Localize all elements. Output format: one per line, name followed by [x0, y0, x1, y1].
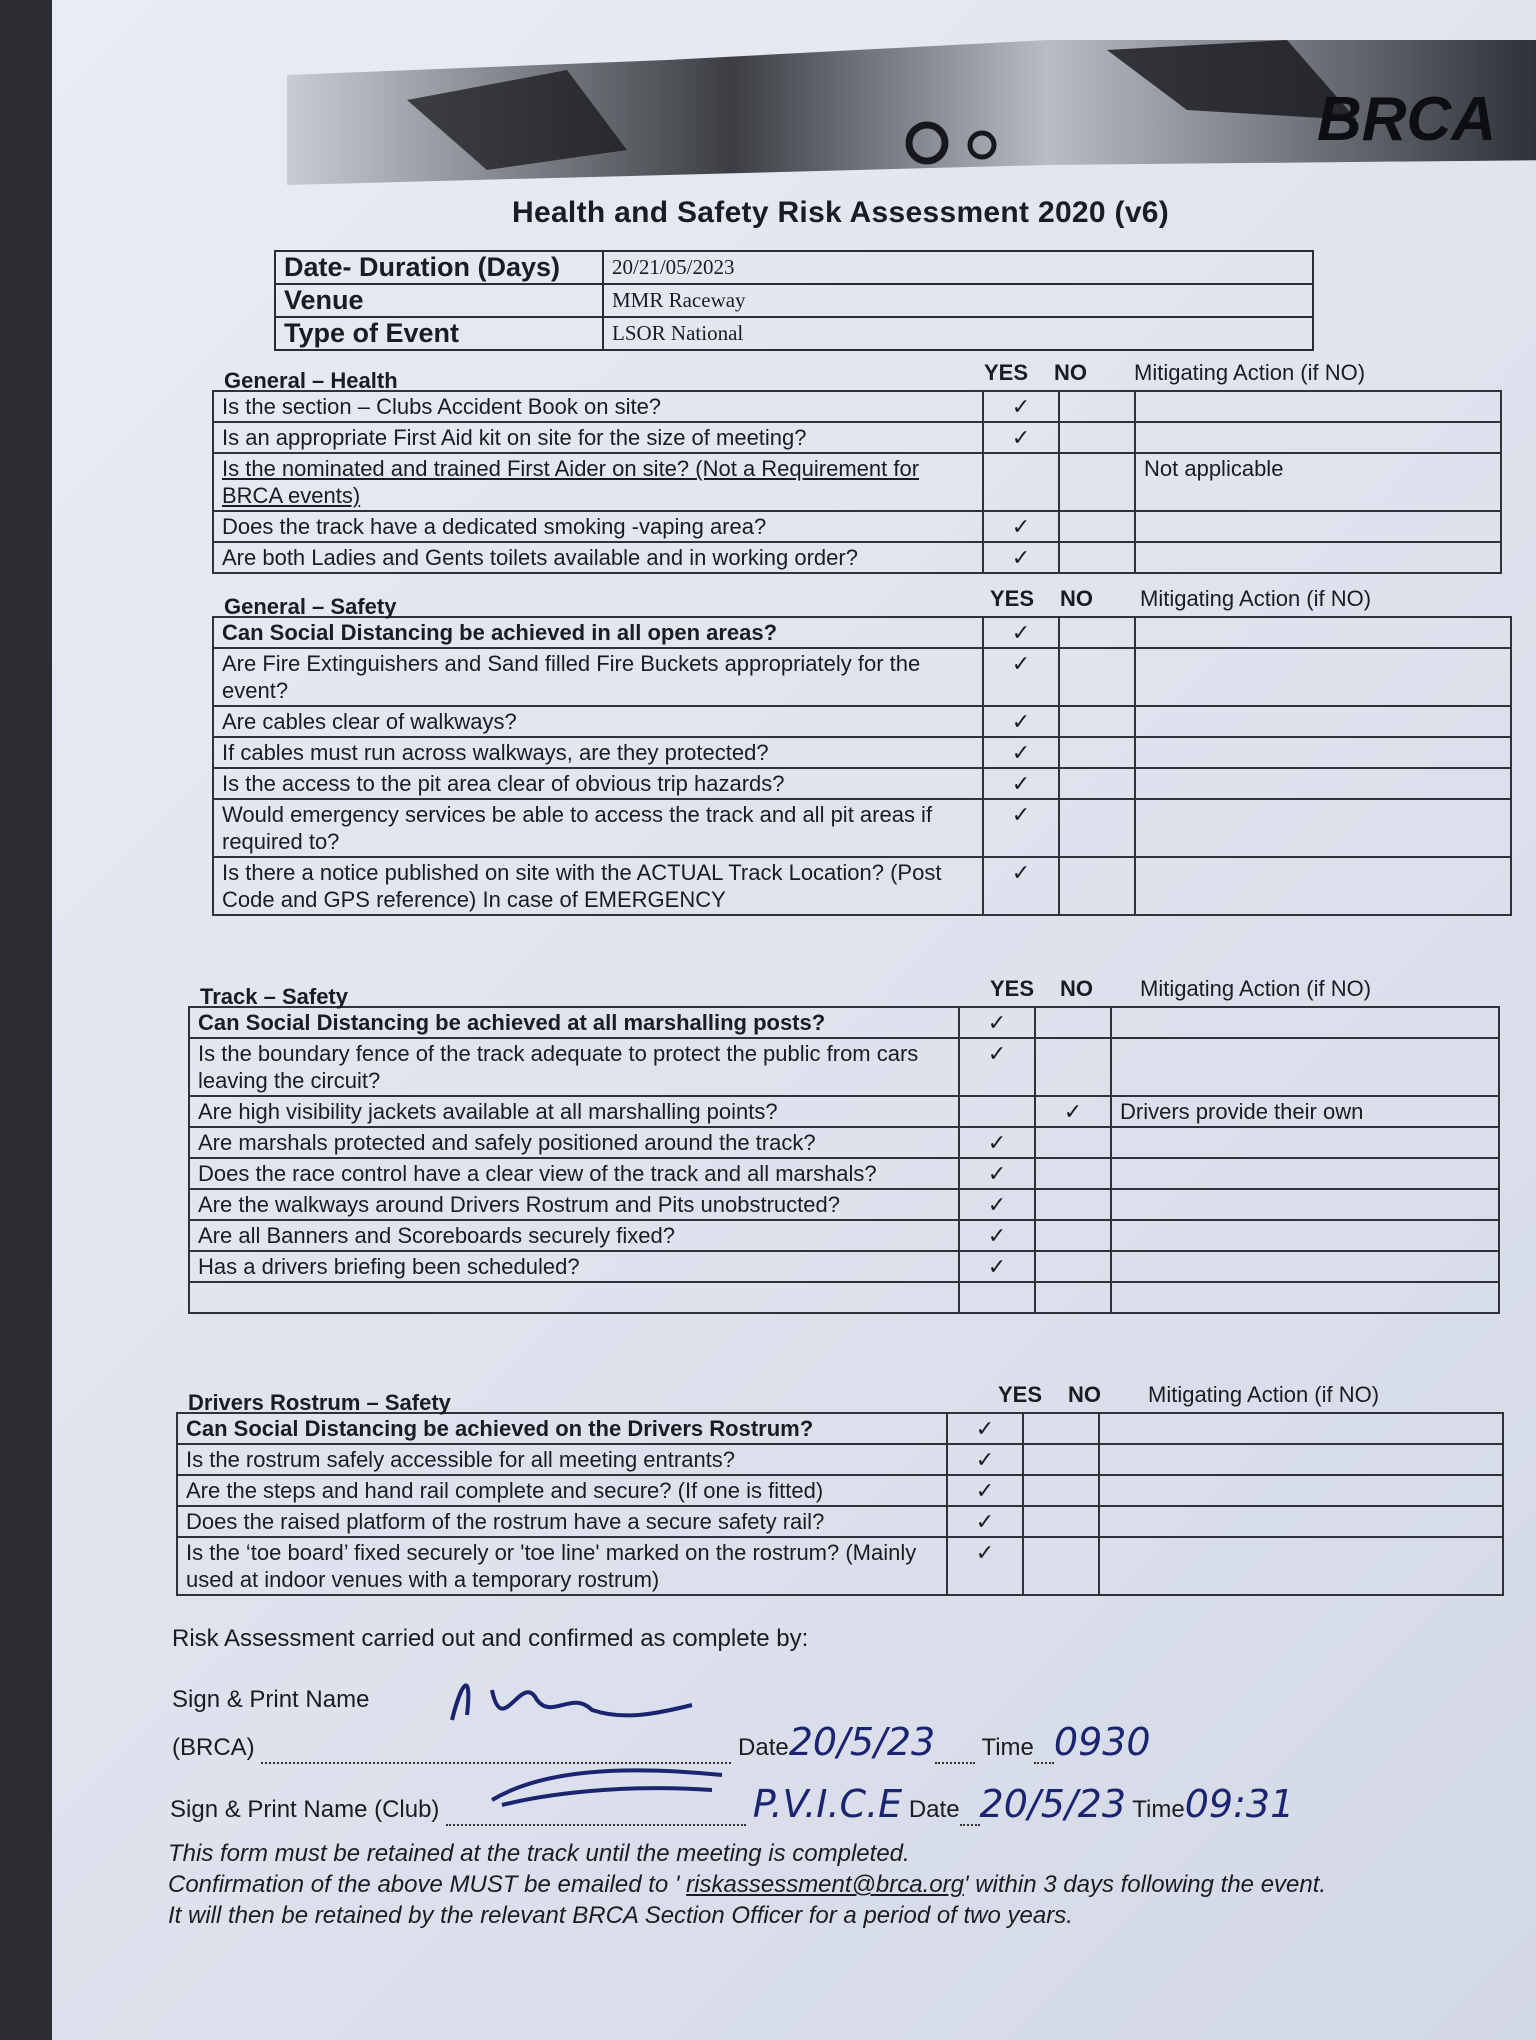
club-name-value: P.V.I.C.E — [752, 1782, 903, 1826]
event-info-row — [275, 284, 1313, 317]
table-row — [213, 857, 1511, 915]
mitigation: Drivers provide their own — [1111, 1096, 1499, 1127]
no-check — [1035, 1220, 1111, 1251]
yes-check — [959, 1096, 1035, 1127]
table-row — [213, 617, 1511, 648]
table-row — [189, 1007, 1499, 1038]
no-check — [1023, 1506, 1099, 1537]
table-row — [189, 1096, 1499, 1127]
brca-time-line[interactable] — [1034, 1762, 1054, 1764]
mitigation-column-header: Mitigating Action (if NO) — [1140, 586, 1372, 611]
email-link[interactable]: riskassessment@brca.org — [686, 1871, 964, 1898]
section-header — [188, 976, 1500, 1009]
mitigation — [1111, 1282, 1499, 1313]
table-row — [213, 648, 1511, 706]
section-table — [176, 1412, 1504, 1596]
no-check: ✓ — [1035, 1096, 1111, 1127]
note-line: This form must be retained at the track until the meeting is completed. — [168, 1840, 910, 1867]
section-header — [212, 586, 1512, 619]
mitigation — [1135, 706, 1511, 737]
no-column-header: NO — [1054, 360, 1087, 385]
question: Is the nominated and trained First Aider on site? (Not a Requirement for BRCA events) — [213, 453, 983, 511]
no-check — [1059, 617, 1135, 648]
form-title: Health and Safety Risk Assessment 2020 (v6) — [512, 196, 1170, 229]
yes-check: ✓ — [959, 1158, 1035, 1189]
section-table — [212, 616, 1512, 916]
info-label: Type of Event — [275, 317, 603, 350]
brca-signature-label: Sign & Print Name — [172, 1686, 370, 1713]
no-check — [1035, 1127, 1111, 1158]
table-row — [189, 1251, 1499, 1282]
no-check — [1059, 799, 1135, 857]
club-date-line[interactable] — [960, 1824, 980, 1826]
question: Is the ‘toe board’ fixed securely or 'toe line' marked on the rostrum? (Mainly used at indoor venues with a temporary rostrum) — [177, 1537, 947, 1595]
table-row — [177, 1413, 1503, 1444]
yes-check: ✓ — [983, 648, 1059, 706]
mitigation — [1099, 1475, 1503, 1506]
question: Are the steps and hand rail complete and secure? (If one is fitted) — [177, 1475, 947, 1506]
question: Can Social Distancing be achieved at all marshalling posts? — [189, 1007, 959, 1038]
no-check — [1023, 1444, 1099, 1475]
mitigation — [1135, 511, 1501, 542]
question: Is an appropriate First Aid kit on site for the size of meeting? — [213, 422, 983, 453]
table-row — [177, 1537, 1503, 1595]
yes-check: ✓ — [983, 511, 1059, 542]
no-column-header: NO — [1060, 586, 1093, 611]
brca-date-line[interactable] — [935, 1762, 975, 1764]
no-check — [1059, 857, 1135, 915]
info-value: MMR Raceway — [603, 284, 1313, 317]
mitigation — [1111, 1220, 1499, 1251]
question: Are marshals protected and safely positioned around the track? — [189, 1127, 959, 1158]
time-label: Time — [981, 1734, 1034, 1761]
no-check — [1059, 706, 1135, 737]
no-check — [1023, 1475, 1099, 1506]
yes-column-header: YES — [998, 1382, 1043, 1407]
yes-check: ✓ — [959, 1189, 1035, 1220]
brca-date-value: 20/5/23 — [788, 1720, 936, 1764]
yes-check: ✓ — [983, 799, 1059, 857]
mitigation — [1135, 768, 1511, 799]
yes-column-header: YES — [990, 976, 1035, 1001]
no-check — [1059, 768, 1135, 799]
table-row — [213, 391, 1501, 422]
brca-label: (BRCA) — [172, 1734, 255, 1761]
question: Does the raised platform of the rostrum have a secure safety rail? — [177, 1506, 947, 1537]
question: Is the section – Clubs Accident Book on site? — [213, 391, 983, 422]
mitigation — [1099, 1537, 1503, 1595]
note-line: It will then be retained by the relevant BRCA Section Officer for a period of two years. — [168, 1902, 1073, 1929]
yes-check: ✓ — [959, 1220, 1035, 1251]
no-check — [1059, 737, 1135, 768]
question: Are Fire Extinguishers and Sand filled Fire Buckets appropriately for the event? — [213, 648, 983, 706]
question: Are both Ladies and Gents toilets available and in working order? — [213, 542, 983, 573]
info-label: Venue — [275, 284, 603, 317]
mitigation-column-header: Mitigating Action (if NO) — [1134, 360, 1366, 385]
table-row — [189, 1158, 1499, 1189]
section-header — [176, 1382, 1504, 1415]
table-row — [213, 453, 1501, 511]
yes-check: ✓ — [959, 1007, 1035, 1038]
table-row — [213, 511, 1501, 542]
yes-check: ✓ — [983, 768, 1059, 799]
no-column-header: NO — [1060, 976, 1093, 1001]
brca-time-value: 0930 — [1053, 1720, 1151, 1764]
section-title: General – Safety — [224, 594, 397, 619]
info-label: Date- Duration (Days) — [275, 251, 603, 284]
note-line — [168, 1869, 1326, 1900]
mitigation — [1111, 1189, 1499, 1220]
yes-column-header: YES — [984, 360, 1029, 385]
mitigation-column-header: Mitigating Action (if NO) — [1148, 1382, 1380, 1407]
question: Does the track have a dedicated smoking -vaping area? — [213, 511, 983, 542]
mitigation — [1099, 1413, 1503, 1444]
club-signature — [482, 1760, 742, 1820]
mitigation — [1135, 422, 1501, 453]
yes-check: ✓ — [947, 1444, 1023, 1475]
yes-check: ✓ — [959, 1127, 1035, 1158]
yes-check: ✓ — [983, 857, 1059, 915]
no-check — [1059, 542, 1135, 573]
club-signature-line[interactable] — [446, 1824, 746, 1826]
mitigation — [1135, 617, 1511, 648]
no-check — [1035, 1189, 1111, 1220]
yes-check: ✓ — [983, 737, 1059, 768]
no-check — [1059, 422, 1135, 453]
no-check — [1023, 1537, 1099, 1595]
info-value: 20/21/05/2023 — [603, 251, 1313, 284]
yes-check: ✓ — [983, 542, 1059, 573]
yes-check — [983, 453, 1059, 511]
section-general-safety — [212, 586, 1512, 916]
retention-note — [168, 1838, 1326, 1931]
no-check — [1035, 1158, 1111, 1189]
mitigation — [1135, 857, 1511, 915]
section-table — [188, 1006, 1500, 1314]
mitigation: Not applicable — [1135, 453, 1501, 511]
mitigation — [1135, 799, 1511, 857]
question: Are all Banners and Scoreboards securely fixed? — [189, 1220, 959, 1251]
yes-column-header: YES — [990, 586, 1035, 611]
question: Are the walkways around Drivers Rostrum and Pits unobstructed? — [189, 1189, 959, 1220]
section-header — [212, 360, 1502, 393]
question: Can Social Distancing be achieved on the Drivers Rostrum? — [177, 1413, 947, 1444]
yes-check: ✓ — [947, 1506, 1023, 1537]
mitigation — [1135, 542, 1501, 573]
table-row — [189, 1282, 1499, 1313]
mitigation — [1111, 1007, 1499, 1038]
club-time-value: 09:31 — [1184, 1782, 1295, 1826]
question: Does the race control have a clear view of the track and all marshals? — [189, 1158, 959, 1189]
brca-header-banner — [287, 40, 1536, 185]
club-date-label: Date — [908, 1796, 960, 1823]
table-row — [189, 1038, 1499, 1096]
no-check — [1059, 453, 1135, 511]
club-time-label: Time — [1132, 1796, 1185, 1823]
yes-check — [959, 1282, 1035, 1313]
info-value: LSOR National — [603, 317, 1313, 350]
question: Would emergency services be able to access the track and all pit areas if required to? — [213, 799, 983, 857]
question: Are cables clear of walkways? — [213, 706, 983, 737]
mitigation — [1135, 737, 1511, 768]
table-row — [177, 1444, 1503, 1475]
section-drivers-rostrum-safety — [176, 1382, 1504, 1596]
mitigation — [1135, 648, 1511, 706]
table-row — [177, 1475, 1503, 1506]
section-title: General – Health — [224, 368, 398, 393]
no-check — [1035, 1251, 1111, 1282]
event-info-table — [274, 250, 1314, 351]
mitigation — [1111, 1251, 1499, 1282]
section-general-health — [212, 360, 1502, 574]
question: Can Social Distancing be achieved in all open areas? — [213, 617, 983, 648]
table-row — [189, 1189, 1499, 1220]
question: Are high visibility jackets available at all marshalling points? — [189, 1096, 959, 1127]
question: Is the rostrum safely accessible for all meeting entrants? — [177, 1444, 947, 1475]
brca-signature — [442, 1660, 712, 1750]
question: Is the access to the pit area clear of obvious trip hazards? — [213, 768, 983, 799]
no-check — [1023, 1413, 1099, 1444]
mitigation — [1111, 1127, 1499, 1158]
event-info-row — [275, 251, 1313, 284]
question: Is there a notice published on site with the ACTUAL Track Location? (Post Code and GPS reference) In case of EMERGENCY — [213, 857, 983, 915]
yes-check: ✓ — [947, 1537, 1023, 1595]
brca-logo: BRCA — [1317, 85, 1497, 154]
note-text: ' within 3 days following the event. — [963, 1871, 1327, 1898]
table-row — [213, 706, 1511, 737]
table-row — [213, 768, 1511, 799]
no-check — [1059, 648, 1135, 706]
mitigation — [1099, 1506, 1503, 1537]
section-track-safety — [188, 976, 1500, 1314]
no-check — [1035, 1007, 1111, 1038]
yes-check: ✓ — [983, 706, 1059, 737]
mitigation — [1135, 391, 1501, 422]
table-row — [213, 737, 1511, 768]
mitigation — [1111, 1038, 1499, 1096]
no-check — [1059, 511, 1135, 542]
table-row — [213, 422, 1501, 453]
yes-check: ✓ — [983, 391, 1059, 422]
question — [189, 1282, 959, 1313]
question: Has a drivers briefing been scheduled? — [189, 1251, 959, 1282]
yes-check: ✓ — [947, 1413, 1023, 1444]
yes-check: ✓ — [983, 422, 1059, 453]
mitigation-column-header: Mitigating Action (if NO) — [1140, 976, 1372, 1001]
table-row — [189, 1127, 1499, 1158]
yes-check: ✓ — [959, 1251, 1035, 1282]
form-sheet — [52, 0, 1536, 2040]
section-table — [212, 390, 1502, 574]
mitigation — [1099, 1444, 1503, 1475]
table-row — [177, 1506, 1503, 1537]
no-check — [1035, 1282, 1111, 1313]
mitigation — [1111, 1158, 1499, 1189]
question: If cables must run across walkways, are they protected? — [213, 737, 983, 768]
table-row — [213, 799, 1511, 857]
yes-check: ✓ — [959, 1038, 1035, 1096]
no-check — [1035, 1038, 1111, 1096]
section-title: Track – Safety — [200, 984, 348, 1009]
club-date-value: 20/5/23 — [979, 1782, 1127, 1826]
note-text: Confirmation of the above MUST be emailed to ' — [168, 1871, 687, 1898]
yes-check: ✓ — [947, 1475, 1023, 1506]
club-label: Sign & Print Name (Club) — [170, 1796, 440, 1823]
date-label: Date — [738, 1734, 789, 1761]
event-info-row — [275, 317, 1313, 350]
confirmation-heading: Risk Assessment carried out and confirmed as complete by: — [172, 1625, 809, 1652]
question: Is the boundary fence of the track adequate to protect the public from cars leaving the circuit? — [189, 1038, 959, 1096]
no-column-header: NO — [1068, 1382, 1101, 1407]
no-check — [1059, 391, 1135, 422]
table-row — [213, 542, 1501, 573]
yes-check: ✓ — [983, 617, 1059, 648]
section-title: Drivers Rostrum – Safety — [188, 1390, 451, 1415]
table-row — [189, 1220, 1499, 1251]
